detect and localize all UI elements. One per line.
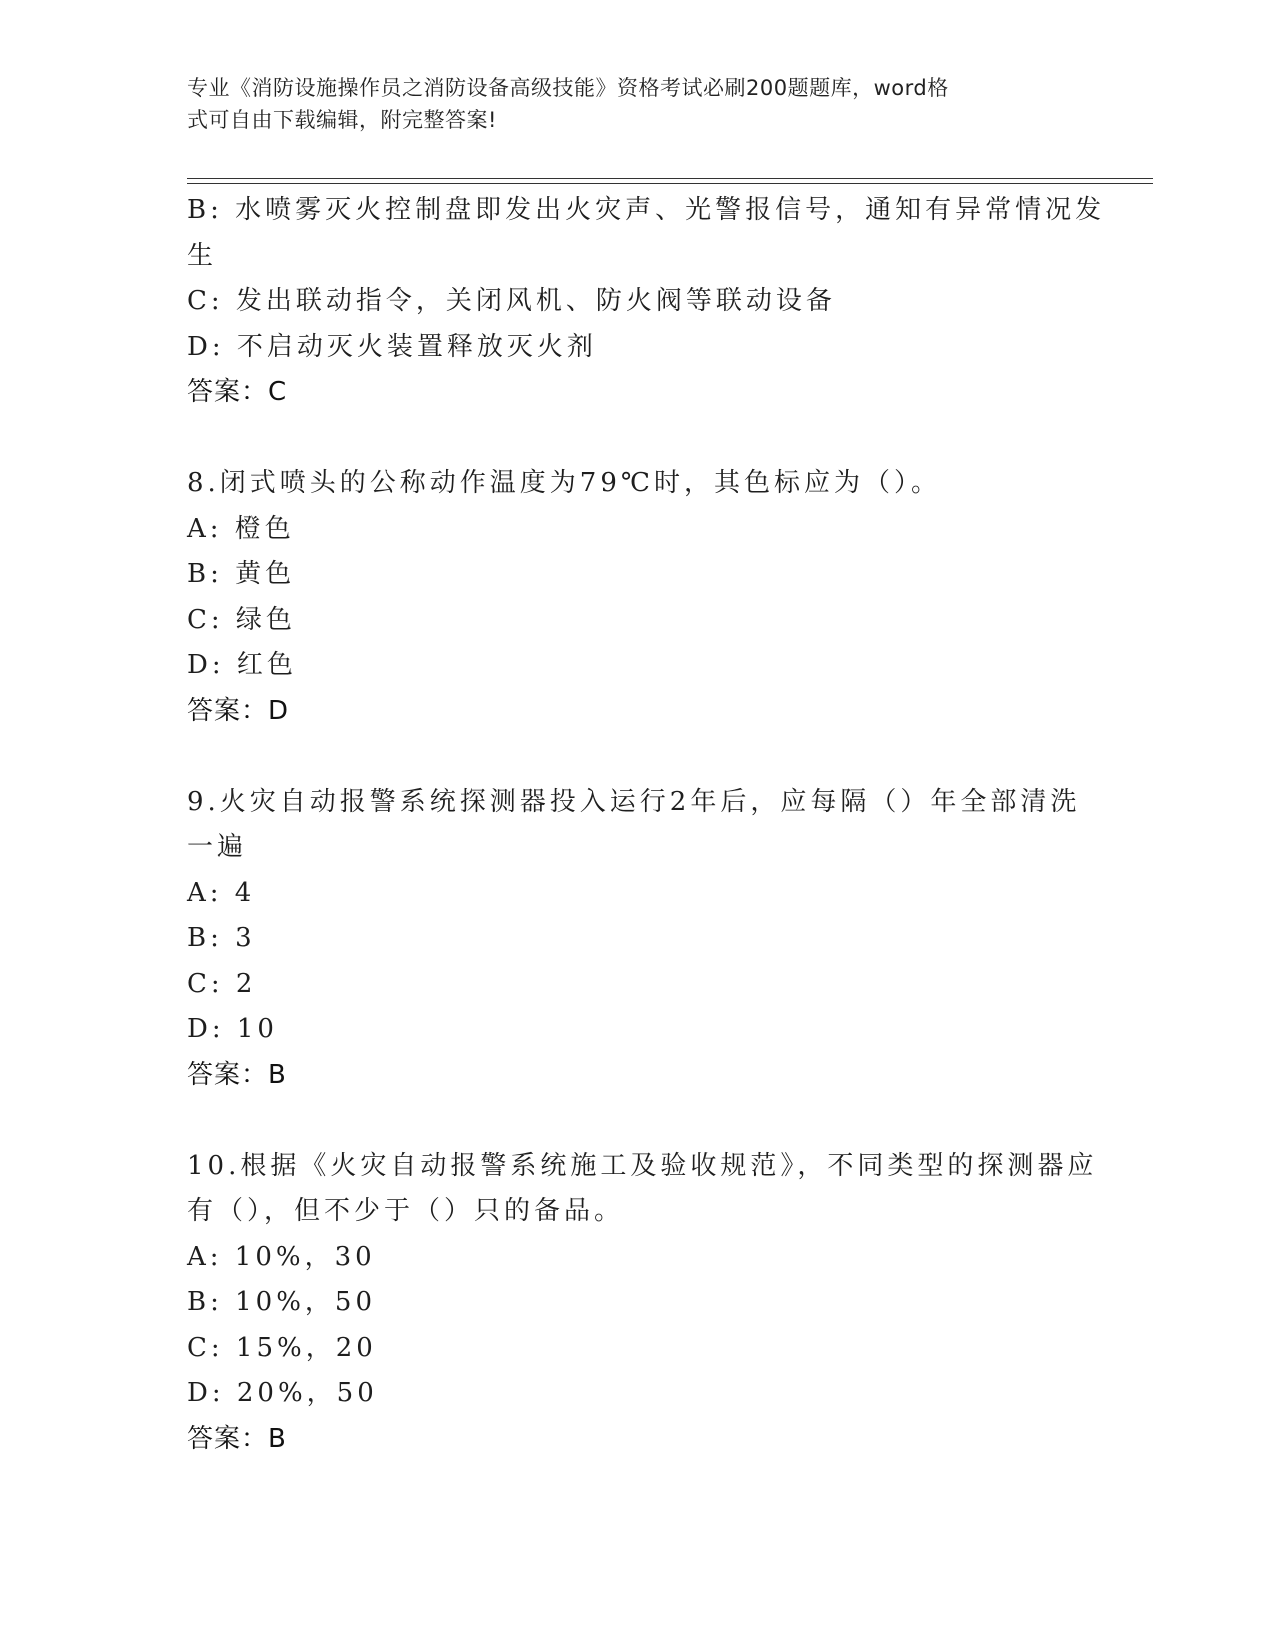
q9-question-line-1: 9.火灾自动报警系统探测器投入运行2年后，应每隔（）年全部清洗 (187, 786, 1081, 817)
q8-answer: 答案：D (187, 695, 290, 726)
header-divider-top (187, 178, 1153, 179)
q7-option-d: D: 不启动灭火装置释放灭火剂 (187, 331, 597, 362)
q10-answer: 答案：B (187, 1423, 287, 1454)
q9-option-c: C: 2 (187, 968, 257, 999)
q7-option-b-line-1: B: 水喷雾灭火控制盘即发出火灾声、光警报信号，通知有异常情况发 (187, 195, 1106, 225)
question-9-block (187, 780, 1087, 1099)
q10-option-a: A: 10%，30 (187, 1241, 376, 1272)
q7-answer: 答案：C (187, 377, 288, 407)
document-header (187, 72, 1067, 136)
q8-option-a: A: 橙色 (187, 513, 295, 544)
q10-option-b: B: 10%，50 (187, 1287, 377, 1317)
q10-question-line-2: 有（），但不少于（）只的备品。 (187, 1196, 625, 1226)
q8-option-d: D: 红色 (187, 650, 297, 680)
question-7-block (187, 188, 1106, 416)
q7-option-b-line-2: 生 (187, 240, 218, 271)
question-content (187, 188, 1106, 1462)
header-title-line-2: 式可自由下载编辑，附完整答案! (187, 108, 497, 132)
q10-question-line-1: 10.根据《火灾自动报警系统施工及验收规范》，不同类型的探测器应 (187, 1150, 1098, 1181)
q10-option-c: C: 15%，20 (187, 1332, 377, 1363)
q9-answer: 答案：B (187, 1059, 287, 1090)
header-divider-bottom (187, 183, 1153, 184)
spacer (187, 734, 1087, 780)
q8-option-b: B: 黄色 (187, 559, 296, 589)
q10-option-d: D: 20%，50 (187, 1378, 378, 1408)
q8-option-c: C: 绿色 (187, 604, 296, 635)
q9-option-b: B: 3 (187, 923, 256, 953)
spacer (187, 416, 1087, 462)
q9-option-d: D: 10 (187, 1014, 278, 1044)
q9-option-a: A: 4 (187, 877, 256, 908)
q8-question: 8.闭式喷头的公称动作温度为79℃时，其色标应为（）。 (187, 468, 941, 498)
question-8-block (187, 461, 1087, 734)
header-title-line-1: 专业《消防设施操作员之消防设备高级技能》资格考试必刷200题题库，word格 (187, 76, 949, 100)
q9-question-line-2: 一遍 (187, 832, 248, 862)
q7-option-c: C: 发出联动指令，关闭风机、防火阀等联动设备 (187, 286, 836, 316)
spacer (187, 1098, 1087, 1144)
question-10-block (187, 1144, 1098, 1463)
